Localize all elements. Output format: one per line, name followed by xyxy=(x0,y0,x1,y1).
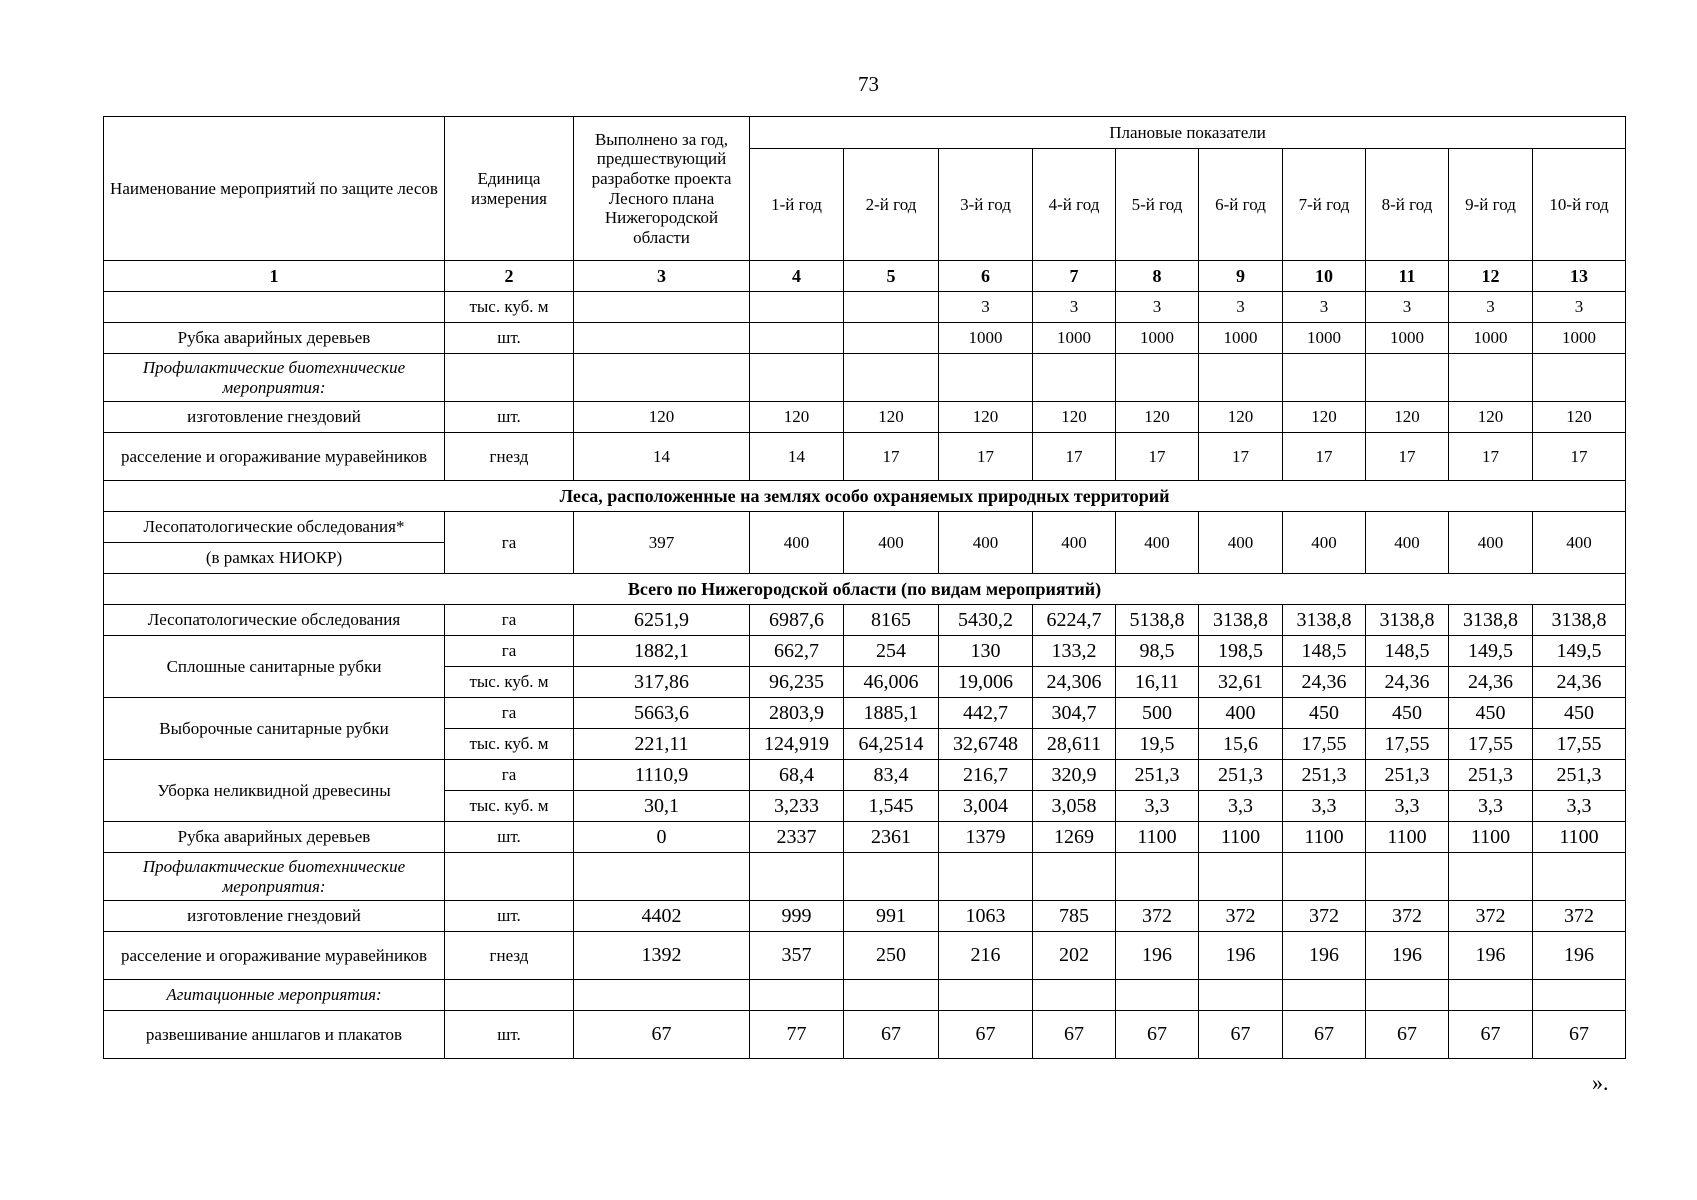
empty-cell xyxy=(1449,853,1533,901)
empty-cell xyxy=(1033,354,1116,402)
year-value-cell: 67 xyxy=(1033,1011,1116,1059)
empty-cell xyxy=(445,853,574,901)
page-number: 73 xyxy=(858,72,879,96)
column-number-cell: 11 xyxy=(1366,261,1449,292)
year-value-cell: 372 xyxy=(1366,901,1449,932)
year-value-cell xyxy=(844,323,939,354)
section-row xyxy=(104,481,1626,512)
year-value-cell: 3138,8 xyxy=(1283,605,1366,636)
year-value-cell: 120 xyxy=(750,402,844,433)
year-value-cell: 3,004 xyxy=(939,791,1033,822)
empty-cell xyxy=(1116,853,1199,901)
name-cell: Лесопатологические обследования xyxy=(104,605,445,636)
name-cell xyxy=(104,292,445,323)
header-plan: Плановые показатели xyxy=(750,117,1626,149)
year-value-cell: 83,4 xyxy=(844,760,939,791)
year-value-cell: 251,3 xyxy=(1116,760,1199,791)
year-value-cell: 17,55 xyxy=(1449,729,1533,760)
year-value-cell: 67 xyxy=(1449,1011,1533,1059)
year-value-cell: 2803,9 xyxy=(750,698,844,729)
year-value-cell: 304,7 xyxy=(1033,698,1116,729)
empty-cell xyxy=(844,853,939,901)
header-year: 4-й год xyxy=(1033,149,1116,261)
header-year: 8-й год xyxy=(1366,149,1449,261)
table-row xyxy=(104,980,1626,1011)
name-cell: Профилактические биотехнические мероприятия: xyxy=(104,853,445,901)
name-cell: Профилактические биотехнические мероприятия: xyxy=(104,354,445,402)
table-row xyxy=(104,323,1626,354)
empty-cell xyxy=(1033,980,1116,1011)
year-value-cell: 251,3 xyxy=(1449,760,1533,791)
column-number-cell: 10 xyxy=(1283,261,1366,292)
column-number-cell: 2 xyxy=(445,261,574,292)
year-value-cell: 196 xyxy=(1283,932,1366,980)
year-value-cell: 198,5 xyxy=(1199,636,1283,667)
year-value-cell: 6987,6 xyxy=(750,605,844,636)
column-number-cell: 9 xyxy=(1199,261,1283,292)
year-value-cell: 3 xyxy=(939,292,1033,323)
column-number-cell: 4 xyxy=(750,261,844,292)
empty-cell xyxy=(1366,853,1449,901)
year-value-cell: 400 xyxy=(939,512,1033,574)
name-cell: расселение и огораживание муравейников xyxy=(104,932,445,980)
name-cell: Агитационные мероприятия: xyxy=(104,980,445,1011)
year-value-cell: 1379 xyxy=(939,822,1033,853)
year-value-cell: 24,36 xyxy=(1533,667,1626,698)
year-value-cell: 17 xyxy=(844,433,939,481)
year-value-cell: 120 xyxy=(1033,402,1116,433)
year-value-cell: 124,919 xyxy=(750,729,844,760)
year-value-cell: 120 xyxy=(1366,402,1449,433)
year-value-cell: 3,3 xyxy=(1533,791,1626,822)
year-value-cell: 3 xyxy=(1033,292,1116,323)
empty-cell xyxy=(844,354,939,402)
done-cell: 6251,9 xyxy=(574,605,750,636)
unit-cell: га xyxy=(445,760,574,791)
year-value-cell: 3 xyxy=(1533,292,1626,323)
year-value-cell: 120 xyxy=(939,402,1033,433)
year-value-cell: 24,36 xyxy=(1366,667,1449,698)
year-value-cell: 320,9 xyxy=(1033,760,1116,791)
done-cell: 14 xyxy=(574,433,750,481)
section-title: Леса, расположенные на землях особо охраняемых природных территорий xyxy=(104,481,1626,512)
year-value-cell: 196 xyxy=(1366,932,1449,980)
empty-cell xyxy=(1449,354,1533,402)
year-value-cell: 1000 xyxy=(1199,323,1283,354)
year-value-cell: 120 xyxy=(1283,402,1366,433)
year-value-cell: 17 xyxy=(1033,433,1116,481)
done-cell: 317,86 xyxy=(574,667,750,698)
done-cell: 30,1 xyxy=(574,791,750,822)
column-number-cell: 12 xyxy=(1449,261,1533,292)
year-value-cell: 19,006 xyxy=(939,667,1033,698)
year-value-cell: 500 xyxy=(1116,698,1199,729)
column-number-cell: 3 xyxy=(574,261,750,292)
empty-cell xyxy=(750,853,844,901)
year-value-cell: 2337 xyxy=(750,822,844,853)
year-value-cell: 149,5 xyxy=(1449,636,1533,667)
table-row xyxy=(104,292,1626,323)
header-row-1 xyxy=(104,117,1626,149)
empty-cell xyxy=(1116,354,1199,402)
name-cell: Уборка неликвидной древесины xyxy=(104,760,445,822)
table-row xyxy=(104,853,1626,901)
name-cell: Выборочные санитарные рубки xyxy=(104,698,445,760)
section-row xyxy=(104,574,1626,605)
year-value-cell: 16,11 xyxy=(1116,667,1199,698)
empty-cell xyxy=(574,354,750,402)
name-cell: Рубка аварийных деревьев xyxy=(104,822,445,853)
unit-cell: га xyxy=(445,605,574,636)
done-cell xyxy=(574,292,750,323)
year-value-cell: 251,3 xyxy=(1366,760,1449,791)
column-number-row xyxy=(104,261,1626,292)
year-value-cell: 67 xyxy=(1366,1011,1449,1059)
year-value-cell: 149,5 xyxy=(1533,636,1626,667)
year-value-cell: 785 xyxy=(1033,901,1116,932)
empty-cell xyxy=(574,853,750,901)
name-cell: изготовление гнездовий xyxy=(104,402,445,433)
header-year: 5-й год xyxy=(1116,149,1199,261)
year-value-cell: 3138,8 xyxy=(1533,605,1626,636)
year-value-cell: 1000 xyxy=(1366,323,1449,354)
year-value-cell: 1100 xyxy=(1199,822,1283,853)
year-value-cell: 251,3 xyxy=(1199,760,1283,791)
year-value-cell: 130 xyxy=(939,636,1033,667)
year-value-cell: 32,6748 xyxy=(939,729,1033,760)
year-value-cell: 1000 xyxy=(1033,323,1116,354)
name-cell: Сплошные санитарные рубки xyxy=(104,636,445,698)
year-value-cell: 17 xyxy=(1366,433,1449,481)
forest-protection-table xyxy=(103,116,1626,1059)
year-value-cell: 120 xyxy=(1199,402,1283,433)
year-value-cell: 17,55 xyxy=(1283,729,1366,760)
year-value-cell: 254 xyxy=(844,636,939,667)
year-value-cell: 24,36 xyxy=(1283,667,1366,698)
year-value-cell: 28,611 xyxy=(1033,729,1116,760)
header-year: 9-й год xyxy=(1449,149,1533,261)
year-value-cell xyxy=(844,292,939,323)
empty-cell xyxy=(1283,980,1366,1011)
year-value-cell: 5138,8 xyxy=(1116,605,1199,636)
year-value-cell: 450 xyxy=(1533,698,1626,729)
header-year: 2-й год xyxy=(844,149,939,261)
year-value-cell: 1100 xyxy=(1533,822,1626,853)
empty-cell xyxy=(1199,980,1283,1011)
column-number-cell: 5 xyxy=(844,261,939,292)
year-value-cell: 3 xyxy=(1283,292,1366,323)
year-value-cell: 400 xyxy=(1116,512,1199,574)
year-value-cell: 400 xyxy=(750,512,844,574)
empty-cell xyxy=(445,354,574,402)
year-value-cell: 46,006 xyxy=(844,667,939,698)
empty-cell xyxy=(939,980,1033,1011)
name-cell: расселение и огораживание муравейников xyxy=(104,433,445,481)
year-value-cell: 1000 xyxy=(1283,323,1366,354)
done-cell: 5663,6 xyxy=(574,698,750,729)
year-value-cell: 96,235 xyxy=(750,667,844,698)
unit-cell: шт. xyxy=(445,1011,574,1059)
year-value-cell: 3,3 xyxy=(1366,791,1449,822)
year-value-cell: 77 xyxy=(750,1011,844,1059)
header-done: Выполнено за год, предшествующий разработке проекта Лесного плана Нижегородской области xyxy=(574,117,750,261)
unit-cell: гнезд xyxy=(445,932,574,980)
year-value-cell: 196 xyxy=(1533,932,1626,980)
year-value-cell: 2361 xyxy=(844,822,939,853)
table-row xyxy=(104,433,1626,481)
empty-cell xyxy=(1366,980,1449,1011)
year-value-cell: 19,5 xyxy=(1116,729,1199,760)
year-value-cell: 148,5 xyxy=(1283,636,1366,667)
year-value-cell: 400 xyxy=(844,512,939,574)
empty-cell xyxy=(1366,354,1449,402)
year-value-cell: 68,4 xyxy=(750,760,844,791)
name-cell: изготовление гнездовий xyxy=(104,901,445,932)
year-value-cell: 1000 xyxy=(939,323,1033,354)
table-row xyxy=(104,636,1626,667)
year-value-cell: 991 xyxy=(844,901,939,932)
year-value-cell: 251,3 xyxy=(1283,760,1366,791)
year-value-cell: 1,545 xyxy=(844,791,939,822)
empty-cell xyxy=(1533,853,1626,901)
year-value-cell: 999 xyxy=(750,901,844,932)
table-row xyxy=(104,605,1626,636)
year-value-cell: 3 xyxy=(1366,292,1449,323)
year-value-cell: 1885,1 xyxy=(844,698,939,729)
unit-cell: тыс. куб. м xyxy=(445,667,574,698)
year-value-cell: 400 xyxy=(1283,512,1366,574)
year-value-cell: 216,7 xyxy=(939,760,1033,791)
year-value-cell: 400 xyxy=(1199,698,1283,729)
done-cell xyxy=(574,323,750,354)
column-number-cell: 8 xyxy=(1116,261,1199,292)
header-unit: Единица измерения xyxy=(445,117,574,261)
year-value-cell: 450 xyxy=(1283,698,1366,729)
unit-cell: гнезд xyxy=(445,433,574,481)
name-cell: Рубка аварийных деревьев xyxy=(104,323,445,354)
year-value-cell xyxy=(750,292,844,323)
year-value-cell: 400 xyxy=(1449,512,1533,574)
year-value-cell: 67 xyxy=(1116,1011,1199,1059)
year-value-cell: 3,3 xyxy=(1116,791,1199,822)
done-cell: 221,11 xyxy=(574,729,750,760)
year-value-cell: 1000 xyxy=(1533,323,1626,354)
year-value-cell: 24,306 xyxy=(1033,667,1116,698)
table-row xyxy=(104,901,1626,932)
section-title: Всего по Нижегородской области (по видам мероприятий) xyxy=(104,574,1626,605)
year-value-cell: 216 xyxy=(939,932,1033,980)
year-value-cell: 372 xyxy=(1199,901,1283,932)
done-cell: 1882,1 xyxy=(574,636,750,667)
column-number-cell: 13 xyxy=(1533,261,1626,292)
year-value-cell: 67 xyxy=(844,1011,939,1059)
unit-cell: шт. xyxy=(445,323,574,354)
name-cell: развешивание аншлагов и плакатов xyxy=(104,1011,445,1059)
year-value-cell: 17 xyxy=(1449,433,1533,481)
year-value-cell: 1000 xyxy=(1449,323,1533,354)
year-value-cell: 196 xyxy=(1199,932,1283,980)
empty-cell xyxy=(1449,980,1533,1011)
year-value-cell: 24,36 xyxy=(1449,667,1533,698)
year-value-cell: 250 xyxy=(844,932,939,980)
column-number-cell: 7 xyxy=(1033,261,1116,292)
done-cell: 4402 xyxy=(574,901,750,932)
year-value-cell: 251,3 xyxy=(1533,760,1626,791)
empty-cell xyxy=(1199,853,1283,901)
header-name: Наименование мероприятий по защите лесов xyxy=(104,117,445,261)
year-value-cell: 3138,8 xyxy=(1199,605,1283,636)
year-value-cell: 64,2514 xyxy=(844,729,939,760)
unit-cell: тыс. куб. м xyxy=(445,791,574,822)
year-value-cell: 8165 xyxy=(844,605,939,636)
year-value-cell: 14 xyxy=(750,433,844,481)
year-value-cell: 3 xyxy=(1116,292,1199,323)
year-value-cell: 662,7 xyxy=(750,636,844,667)
unit-cell: шт. xyxy=(445,822,574,853)
year-value-cell: 67 xyxy=(1533,1011,1626,1059)
year-value-cell: 1063 xyxy=(939,901,1033,932)
year-value-cell: 98,5 xyxy=(1116,636,1199,667)
year-value-cell: 3138,8 xyxy=(1449,605,1533,636)
empty-cell xyxy=(844,980,939,1011)
unit-cell: тыс. куб. м xyxy=(445,292,574,323)
year-value-cell: 120 xyxy=(844,402,939,433)
empty-cell xyxy=(1116,980,1199,1011)
empty-cell xyxy=(1533,354,1626,402)
year-value-cell: 196 xyxy=(1116,932,1199,980)
year-value-cell: 450 xyxy=(1366,698,1449,729)
empty-cell xyxy=(750,980,844,1011)
done-cell: 1392 xyxy=(574,932,750,980)
year-value-cell: 1000 xyxy=(1116,323,1199,354)
unit-cell: га xyxy=(445,636,574,667)
year-value-cell: 357 xyxy=(750,932,844,980)
year-value-cell: 67 xyxy=(939,1011,1033,1059)
year-value-cell: 202 xyxy=(1033,932,1116,980)
empty-cell xyxy=(1283,853,1366,901)
year-value-cell: 3,3 xyxy=(1283,791,1366,822)
year-value-cell: 67 xyxy=(1283,1011,1366,1059)
empty-cell xyxy=(445,980,574,1011)
year-value-cell: 3138,8 xyxy=(1366,605,1449,636)
unit-cell: га xyxy=(445,698,574,729)
year-value-cell: 1100 xyxy=(1449,822,1533,853)
year-value-cell: 196 xyxy=(1449,932,1533,980)
done-cell: 67 xyxy=(574,1011,750,1059)
table-row xyxy=(104,1011,1626,1059)
name-cell: (в рамках НИОКР) xyxy=(104,543,445,574)
year-value-cell: 32,61 xyxy=(1199,667,1283,698)
table-row xyxy=(104,354,1626,402)
done-cell: 1110,9 xyxy=(574,760,750,791)
year-value-cell: 17 xyxy=(1199,433,1283,481)
unit-cell: шт. xyxy=(445,901,574,932)
year-value-cell: 3 xyxy=(1199,292,1283,323)
empty-cell xyxy=(1199,354,1283,402)
unit-cell: шт. xyxy=(445,402,574,433)
table-row xyxy=(104,932,1626,980)
year-value-cell: 400 xyxy=(1533,512,1626,574)
empty-cell xyxy=(574,980,750,1011)
year-value-cell: 67 xyxy=(1199,1011,1283,1059)
year-value-cell: 3,233 xyxy=(750,791,844,822)
done-cell: 120 xyxy=(574,402,750,433)
unit-cell: тыс. куб. м xyxy=(445,729,574,760)
year-value-cell: 372 xyxy=(1283,901,1366,932)
empty-cell xyxy=(939,853,1033,901)
year-value-cell xyxy=(750,323,844,354)
empty-cell xyxy=(750,354,844,402)
year-value-cell: 15,6 xyxy=(1199,729,1283,760)
table-row xyxy=(104,760,1626,791)
empty-cell xyxy=(939,354,1033,402)
year-value-cell: 5430,2 xyxy=(939,605,1033,636)
column-number-cell: 1 xyxy=(104,261,445,292)
year-value-cell: 17 xyxy=(939,433,1033,481)
header-year: 1-й год xyxy=(750,149,844,261)
year-value-cell: 1100 xyxy=(1116,822,1199,853)
year-value-cell: 400 xyxy=(1033,512,1116,574)
year-value-cell: 133,2 xyxy=(1033,636,1116,667)
table-row xyxy=(104,402,1626,433)
year-value-cell: 120 xyxy=(1533,402,1626,433)
year-value-cell: 6224,7 xyxy=(1033,605,1116,636)
year-value-cell: 1100 xyxy=(1366,822,1449,853)
year-value-cell: 120 xyxy=(1449,402,1533,433)
year-value-cell: 372 xyxy=(1449,901,1533,932)
name-cell: Лесопатологические обследования* xyxy=(104,512,445,543)
year-value-cell: 372 xyxy=(1533,901,1626,932)
year-value-cell: 3 xyxy=(1449,292,1533,323)
column-number-cell: 6 xyxy=(939,261,1033,292)
year-value-cell: 1269 xyxy=(1033,822,1116,853)
header-year: 3-й год xyxy=(939,149,1033,261)
year-value-cell: 3,058 xyxy=(1033,791,1116,822)
year-value-cell: 1100 xyxy=(1283,822,1366,853)
year-value-cell: 3,3 xyxy=(1449,791,1533,822)
year-value-cell: 17 xyxy=(1116,433,1199,481)
unit-cell: га xyxy=(445,512,574,574)
header-year: 7-й год xyxy=(1283,149,1366,261)
year-value-cell: 17 xyxy=(1533,433,1626,481)
year-value-cell: 3,3 xyxy=(1199,791,1283,822)
empty-cell xyxy=(1033,853,1116,901)
table-row xyxy=(104,512,1626,543)
year-value-cell: 120 xyxy=(1116,402,1199,433)
year-value-cell: 450 xyxy=(1449,698,1533,729)
year-value-cell: 400 xyxy=(1366,512,1449,574)
year-value-cell: 148,5 xyxy=(1366,636,1449,667)
year-value-cell: 17 xyxy=(1283,433,1366,481)
year-value-cell: 442,7 xyxy=(939,698,1033,729)
header-year: 10-й год xyxy=(1533,149,1626,261)
table-row xyxy=(104,822,1626,853)
empty-cell xyxy=(1283,354,1366,402)
year-value-cell: 372 xyxy=(1116,901,1199,932)
table-row xyxy=(104,698,1626,729)
done-cell: 397 xyxy=(574,512,750,574)
closing-mark: ». xyxy=(1592,1070,1609,1095)
year-value-cell: 400 xyxy=(1199,512,1283,574)
empty-cell xyxy=(1533,980,1626,1011)
header-year: 6-й год xyxy=(1199,149,1283,261)
done-cell: 0 xyxy=(574,822,750,853)
year-value-cell: 17,55 xyxy=(1533,729,1626,760)
year-value-cell: 17,55 xyxy=(1366,729,1449,760)
